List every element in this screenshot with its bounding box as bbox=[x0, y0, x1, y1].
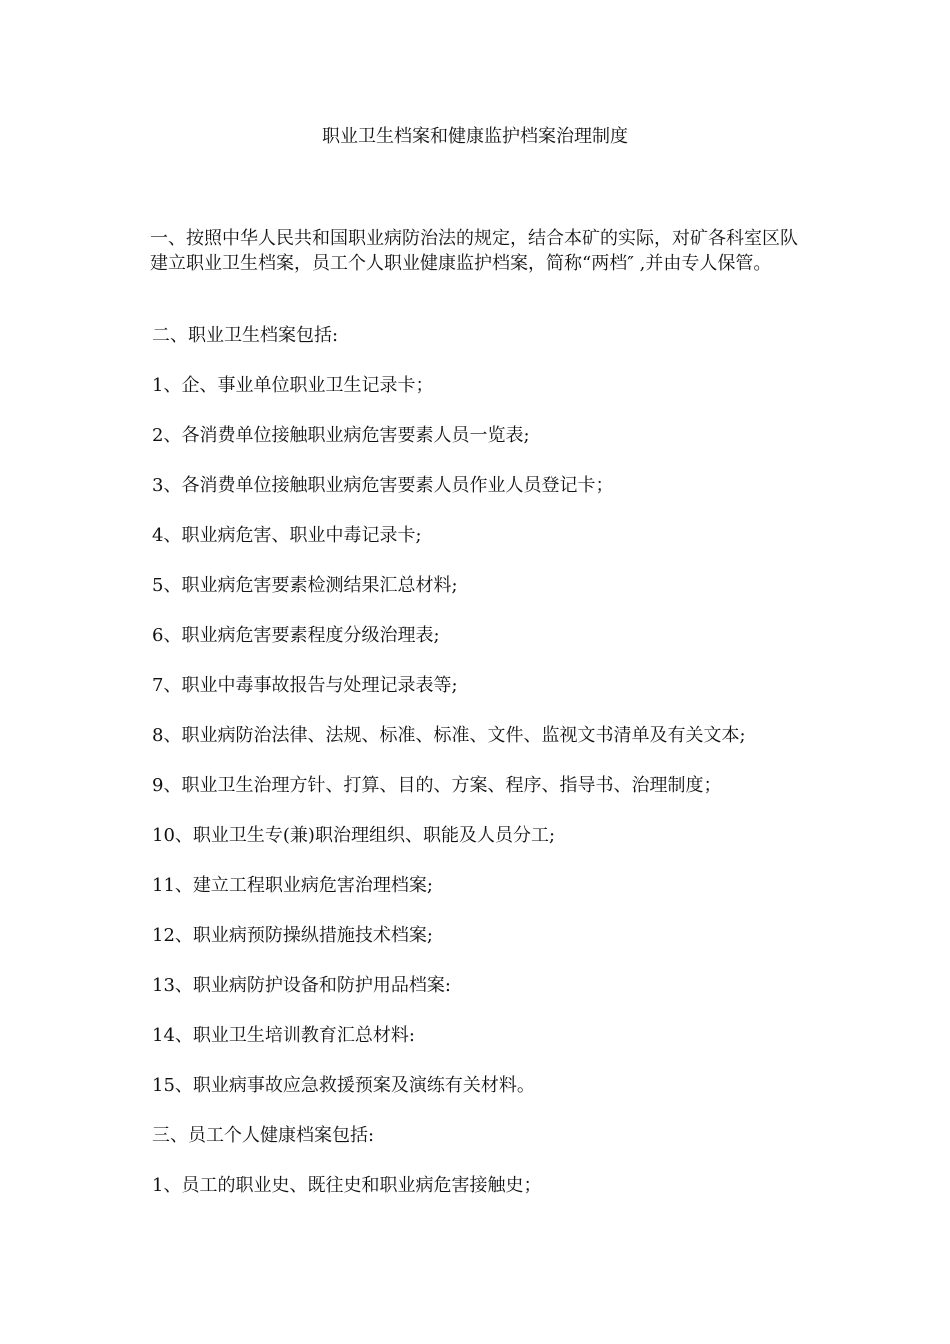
list-item: 4、职业病危害、职业中毒记录卡; bbox=[152, 525, 422, 546]
list-item: 1、企、事业单位职业卫生记录卡； bbox=[152, 375, 434, 396]
list-item: 11、建立工程职业病危害治理档案; bbox=[152, 875, 433, 896]
intro-paragraph: 一、按照中华人民共和国职业病防治法的规定，结合本矿的实际，对矿各科室区队建立职业卫生档案，员工个人职业健康监护档案，简称“两档″ ,并由专人保管。 bbox=[150, 228, 798, 274]
list-item: 15、职业病事故应急救援预案及演练有关材料。 bbox=[152, 1075, 535, 1096]
list-item: 3、各消费单位接触职业病危害要素人员作业人员登记卡； bbox=[152, 475, 614, 496]
list-item: 12、职业病预防操纵措施技术档案; bbox=[152, 925, 433, 946]
list-item: 6、职业病危害要素程度分级治理表; bbox=[152, 625, 440, 646]
section-3-heading: 三、员工个人健康档案包括: bbox=[152, 1125, 375, 1146]
list-item: 7、职业中毒事故报告与处理记录表等; bbox=[152, 675, 458, 696]
list-item: 10、职业卫生专(兼)职治理组织、职能及人员分工; bbox=[152, 825, 556, 846]
list-item: 9、职业卫生治理方针、打算、目的、方案、程序、指导书、治理制度； bbox=[152, 775, 722, 796]
list-item: 14、职业卫生培训教育汇总材料: bbox=[152, 1025, 415, 1046]
list-item: 5、职业病危害要素检测结果汇总材料; bbox=[152, 575, 458, 596]
list-item: 2、各消费单位接触职业病危害要素人员一览表; bbox=[152, 425, 530, 446]
list-item: 8、职业病防治法律、法规、标准、标准、文件、监视文书清单及有关文本; bbox=[152, 725, 746, 746]
document-title: 职业卫生档案和健康监护档案治理制度 bbox=[322, 126, 628, 147]
list-item: 1、员工的职业史、既往史和职业病危害接触史； bbox=[152, 1175, 542, 1196]
section-2-heading: 二、职业卫生档案包括: bbox=[152, 325, 339, 346]
list-item: 13、职业病防护设备和防护用品档案: bbox=[152, 975, 451, 996]
